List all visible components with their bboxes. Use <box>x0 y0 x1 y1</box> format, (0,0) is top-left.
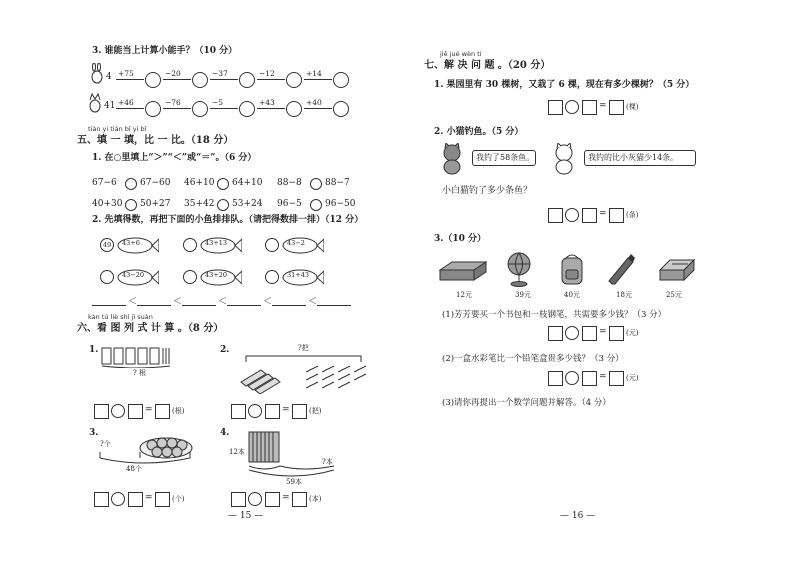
q3-text: 3.（10 分） <box>434 234 487 244</box>
price-2: 39元 <box>515 291 531 299</box>
p1-num: 1. <box>89 345 99 355</box>
left-page: 3. 谁能当上计算小能手？（10 分） 4 +75 −20 −37 −12 +14 41 +46 −76 −5 +43 +40 tián yi tián bǐ yi bǐ 五、填 一 填，比 一 比。（18 分） 1. 在○里填上“＞”“＜”或“＝”。（6 分） 67−6 67−60 46+10 64+10 88−8 88−7 40+30 50+27 35+42 53+24 96−5 96−50 2. 先填得数，再把下面的小鱼排排队。（请把得数排一排）（12 分） 49 43+6 43+13 43−2 43−20 43+20 31+43 ＜ ＜ ＜ ＜ ＜ kàn tú liè shì jì suàn 六、看 图 列 式 计 算 。（8 分） 1. ? 根 = (根) 2. ?把 = (把) 3. ?个 48个 = (个) 4. 12本 ?本 59本 = (本) — 15 — <box>0 0 400 566</box>
globe-icon <box>504 250 534 292</box>
compare-circle[interactable] <box>125 178 137 190</box>
compare-left: 88−8 <box>277 178 302 188</box>
p2-label: ?把 <box>298 344 309 352</box>
s7-pinyin: jiě jué wèn tí <box>440 50 482 58</box>
q3-1-box-3[interactable] <box>609 326 624 341</box>
compare-left: 96−5 <box>277 199 302 209</box>
order-blank-1[interactable] <box>92 305 126 306</box>
p4-unit: (本) <box>309 495 322 503</box>
p3-num: 3. <box>89 428 99 438</box>
order-sign-4: ＜ <box>263 297 273 307</box>
fish-answer-circle-5[interactable] <box>183 270 197 284</box>
chain-arrow-3 <box>210 108 238 109</box>
p3-box-2[interactable] <box>128 492 143 507</box>
chain-op-5: +14 <box>306 69 322 78</box>
q3-2-box-2[interactable] <box>582 371 597 386</box>
q1-text: 1. 果园里有 30 棵树，又栽了 6 棵，现在有多少棵树？（5 分） <box>434 80 695 90</box>
q3-2-text: (2)一盒水彩笔比一个铅笔盒贵多少钱？（3 分） <box>442 354 624 364</box>
chain-op-3: −37 <box>212 69 228 78</box>
q1-box-2[interactable] <box>582 100 597 115</box>
q1-op-circle[interactable] <box>565 100 579 114</box>
chain-op-5: +40 <box>306 98 322 107</box>
compare-right: 88−7 <box>325 178 350 188</box>
order-blank-2[interactable] <box>137 305 171 306</box>
chain-op-1: +75 <box>118 69 134 78</box>
page-number-left: — 15 — <box>228 511 264 521</box>
p1-unit: (根) <box>172 407 185 415</box>
compare-circle[interactable] <box>217 199 229 211</box>
compare-circle[interactable] <box>310 199 322 211</box>
chain-op-2: −76 <box>165 98 181 107</box>
p4-label-left: 12本 <box>229 448 245 456</box>
q2-box-3[interactable] <box>609 208 624 223</box>
s6-pinyin: kàn tú liè shì jì suàn <box>88 313 153 321</box>
grey-cat-icon <box>438 143 468 179</box>
p2-num: 2. <box>220 345 230 355</box>
chain2-start: 41 <box>104 101 116 111</box>
q1-unit: (棵) <box>626 103 639 111</box>
compare-left: 40+30 <box>92 199 123 209</box>
q3-1-box-1[interactable] <box>548 326 563 341</box>
order-sign-2: ＜ <box>173 297 183 307</box>
order-blank-6[interactable] <box>317 305 351 306</box>
fish-answer-circle-2[interactable] <box>183 238 197 252</box>
chain-answer-circle-1[interactable] <box>145 72 161 88</box>
compare-circle[interactable] <box>310 178 322 190</box>
chain-answer-circle-4[interactable] <box>286 72 302 88</box>
chain-op-4: −12 <box>259 69 275 78</box>
price-5: 25元 <box>666 291 682 299</box>
order-blank-4[interactable] <box>227 305 261 306</box>
p1-box-3[interactable] <box>155 404 170 419</box>
order-blank-3[interactable] <box>182 305 216 306</box>
fish-label-1: 43+6 <box>122 239 140 247</box>
chain-arrow-5 <box>304 108 332 109</box>
bubble-1-text: 我钓了58条鱼。 <box>476 153 535 162</box>
chain-arrow-3 <box>210 79 238 80</box>
p1-op-circle[interactable] <box>111 404 125 418</box>
q3-2-op-circle[interactable] <box>565 371 579 385</box>
fish-label-2: 43+13 <box>205 239 227 247</box>
p1-box-2[interactable] <box>128 404 143 419</box>
chain-answer-circle-1[interactable] <box>145 101 161 117</box>
q2-question: 小白猫钓了多少条鱼？ <box>442 186 533 196</box>
fish-answer-circle-6[interactable] <box>265 270 279 284</box>
brushes-icon <box>236 352 376 398</box>
s5-q2: 2. 先填得数，再把下面的小鱼排排队。（请把得数排一排）（12 分） <box>92 215 364 225</box>
q3-title: 3. 谁能当上计算小能手？（10 分） <box>92 46 238 56</box>
school-bag-icon <box>558 252 586 290</box>
s7-title: 七、解 决 问 题 。（20 分） <box>424 60 551 71</box>
pencil-case-icon <box>438 254 488 288</box>
q3-1-unit: (元) <box>626 329 639 337</box>
books-stack-icon <box>244 428 344 484</box>
p2-box-2[interactable] <box>265 404 280 419</box>
p4-box-3[interactable] <box>292 492 307 507</box>
order-sign-3: ＜ <box>218 297 228 307</box>
s5-pinyin: tián yi tián bǐ yi bǐ <box>88 125 147 133</box>
q1-box-1[interactable] <box>548 100 563 115</box>
compare-right: 64+10 <box>232 178 263 188</box>
q2-text: 2. 小猫钓鱼。（5 分） <box>434 127 524 137</box>
q2-unit: (条) <box>626 211 639 219</box>
compare-right: 96−50 <box>325 199 356 209</box>
p3-box-1[interactable] <box>94 492 109 507</box>
p2-op-circle[interactable] <box>248 404 262 418</box>
chain-op-3: −5 <box>212 98 224 107</box>
chain-answer-circle-5[interactable] <box>333 72 349 88</box>
chain-op-2: −20 <box>165 69 181 78</box>
q3-2-box-1[interactable] <box>548 371 563 386</box>
q3-1-op-circle[interactable] <box>565 326 579 340</box>
cat-icon <box>87 92 103 118</box>
p4-op-circle[interactable] <box>248 492 262 506</box>
p4-label-right: ?本 <box>322 458 333 466</box>
order-blank-5[interactable] <box>272 305 306 306</box>
q3-3-text: (3)请你再提出一个数学问题并解答。（4 分） <box>442 398 611 408</box>
price-3: 40元 <box>564 291 580 299</box>
balls-group-icon <box>96 430 196 474</box>
compare-right: 67−60 <box>140 178 171 188</box>
p4-box-1[interactable] <box>231 492 246 507</box>
compare-right: 50+27 <box>140 199 171 209</box>
chain-arrow-4 <box>257 79 285 80</box>
p3-unit: (个) <box>172 495 185 503</box>
bubble-2-text: 我钓的比小灰猫少14条。 <box>588 153 679 162</box>
q2-box-1[interactable] <box>548 208 563 223</box>
p2-box-3[interactable] <box>292 404 307 419</box>
chain-answer-circle-3[interactable] <box>239 101 255 117</box>
s5-title: 五、填 一 填，比 一 比。（18 分） <box>77 135 234 146</box>
p3-label-top: ?个 <box>100 440 111 448</box>
price-4: 18元 <box>616 291 632 299</box>
compare-right: 53+24 <box>232 199 263 209</box>
compare-left: 67−6 <box>92 178 117 188</box>
fish-answer-circle-1[interactable]: 49 <box>100 238 114 252</box>
compare-circle[interactable] <box>217 178 229 190</box>
chain-op-4: +43 <box>259 98 275 107</box>
compare-circle[interactable] <box>125 199 137 211</box>
q1-box-3[interactable] <box>609 100 624 115</box>
chain-arrow-5 <box>304 79 332 80</box>
compare-left: 35+42 <box>184 199 215 209</box>
s5-q1: 1. 在○里填上“＞”“＜”或“＝”。（6 分） <box>92 153 257 163</box>
p4-label-bottom: 59本 <box>286 478 302 486</box>
chain-answer-circle-3[interactable] <box>239 72 255 88</box>
q3-2-unit: (元) <box>626 374 639 382</box>
p3-op-circle[interactable] <box>111 492 125 506</box>
fish-label-5: 43+20 <box>205 271 227 279</box>
chain-answer-circle-4[interactable] <box>286 101 302 117</box>
fish-answer-circle-4[interactable] <box>100 270 114 284</box>
p4-box-2[interactable] <box>265 492 280 507</box>
chain-arrow-1 <box>116 79 144 80</box>
fish-label-4: 43−20 <box>122 271 144 279</box>
q2-op-circle[interactable] <box>565 208 579 222</box>
fountain-pen-icon <box>606 252 636 290</box>
q3-2-box-3[interactable] <box>609 371 624 386</box>
chain-arrow-4 <box>257 108 285 109</box>
p3-label-bottom: 48个 <box>126 465 142 473</box>
chain-arrow-1 <box>116 108 144 109</box>
q2-box-2[interactable] <box>582 208 597 223</box>
compare-left: 46+10 <box>184 178 215 188</box>
order-sign-1: ＜ <box>128 297 138 307</box>
p2-unit: (把) <box>309 407 322 415</box>
order-sign-5: ＜ <box>308 297 318 307</box>
p2-box-1[interactable] <box>231 404 246 419</box>
fish-label-6: 31+43 <box>287 271 309 279</box>
right-page: jiě jué wèn tí 七、解 决 问 题 。（20 分） 1. 果园里有 30 棵树，又栽了 6 棵，现在有多少棵树？（5 分） = (棵) 2. 小猫钓鱼。（5 分） 我钓了58条鱼。 我钓的比小灰猫少14条。 小白猫钓了多少条鱼？ = (条) 3.（10 分） 12元 39元 40元 18元 25元 (1)芳芳要买一个书包和一枝钢笔，共需要多少钱？（3 分） = (元) (2)一盒水彩笔比一个铅笔盒贵多少钱？（3 分） = (元) (3)请你再提出一个数学问题并解答。（4 分） — 16 — <box>424 50 695 521</box>
page-number-right: — 16 — <box>560 511 596 521</box>
chain-answer-circle-5[interactable] <box>333 101 349 117</box>
q3-1-text: (1)芳芳要买一个书包和一枝钢笔，共需要多少钱？（3 分） <box>442 310 667 320</box>
chain-answer-circle-2[interactable] <box>192 101 208 117</box>
watercolor-box-icon <box>658 254 696 288</box>
chain-arrow-2 <box>163 108 191 109</box>
price-1: 12元 <box>456 291 472 299</box>
p4-num: 4. <box>220 428 230 438</box>
white-cat-icon <box>550 143 580 179</box>
fish-answer-circle-3[interactable] <box>265 238 279 252</box>
fish-label-3: 43−2 <box>287 239 305 247</box>
chain-answer-circle-2[interactable] <box>192 72 208 88</box>
p3-box-3[interactable] <box>155 492 170 507</box>
chain1-start: 4 <box>106 72 112 82</box>
chain-arrow-2 <box>163 79 191 80</box>
p1-label: ? 根 <box>133 369 146 377</box>
rabbit-icon <box>89 63 105 89</box>
q3-1-box-2[interactable] <box>582 326 597 341</box>
p1-box-1[interactable] <box>94 404 109 419</box>
s6-title: 六、看 图 列 式 计 算 。（8 分） <box>77 323 224 334</box>
chain-op-1: +46 <box>118 98 134 107</box>
